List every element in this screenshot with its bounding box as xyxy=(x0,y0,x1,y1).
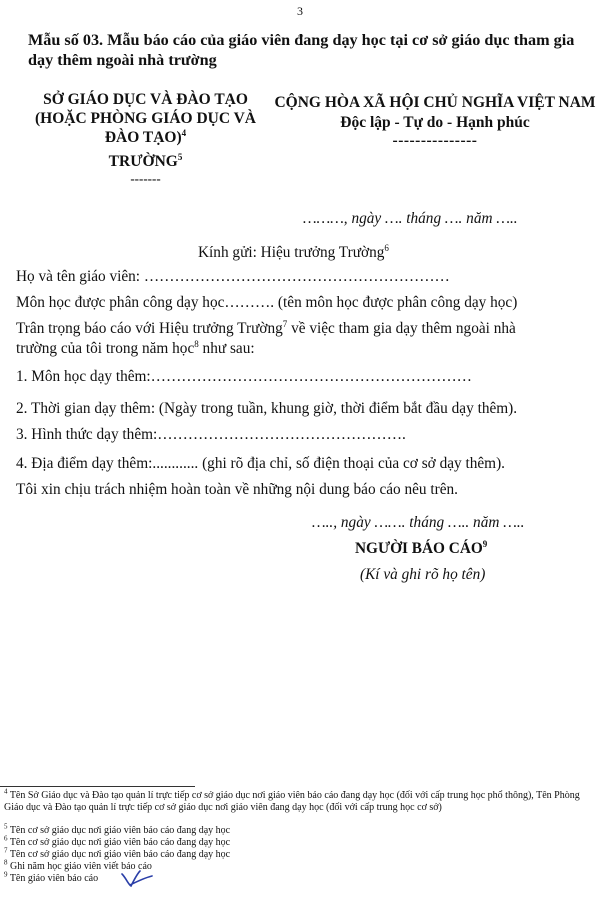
footnote-ref-9: 9 xyxy=(482,538,488,549)
report-intro-line-1: Trân trọng báo cáo với Hiệu trưởng Trường$^7$ về việc tham gia dạy thêm ngoài nhà xyxy=(16,318,516,337)
signer-title: NGƯỜI BÁO CÁO$^9$ xyxy=(355,538,488,557)
item-1-extra-subject[interactable]: 1. Môn học dạy thêm:……………………………………………………… xyxy=(16,368,472,385)
signature-date-line: ….., ngày ……. tháng ….. năm ….. xyxy=(312,514,525,531)
form-title: Mẫu số 03. Mẫu báo cáo của giáo viên đang dạy học tại cơ sở giáo dục tham gia dạy thêm ngoài nhà trường xyxy=(28,31,575,69)
addressee: Kính gửi: Hiệu trưởng Trường$^6$ xyxy=(198,242,389,261)
footnote-7: $^7$ Tên cơ sở giáo dục nơi giáo viên báo cáo đang dạy học xyxy=(4,846,231,860)
footnote-ref-5: 5 xyxy=(177,151,183,162)
motto-divider: --------------- xyxy=(392,132,478,149)
country-name: CỘNG HÒA XÃ HỘI CHỦ NGHĨA VIỆT NAM xyxy=(274,94,596,111)
place-date-line: ………, ngày …. tháng …. năm ….. xyxy=(303,210,518,227)
footnote-ref-4: 4 xyxy=(181,127,187,138)
school-divider: ------- xyxy=(130,171,161,186)
assigned-subject-field[interactable]: Môn học được phân công dạy học………. (tên môn học được phân công dạy học) xyxy=(16,294,518,311)
authority-line-3: ĐÀO TẠO)$^4$ xyxy=(104,127,187,146)
footnote-6: $^6$ Tên cơ sở giáo dục nơi giáo viên báo cáo đang dạy học xyxy=(4,834,231,848)
commitment-statement: Tôi xin chịu trách nhiệm hoàn toàn về những nội dung báo cáo nêu trên. xyxy=(16,481,459,498)
national-motto: Độc lập - Tự do - Hạnh phúc xyxy=(340,114,530,131)
footnote-divider xyxy=(0,786,195,787)
footnote-8: $^8$ Ghi năm học giáo viên viết báo cáo xyxy=(4,858,152,872)
item-3-teaching-form[interactable]: 3. Hình thức dạy thêm:…………………………………………. xyxy=(16,426,406,443)
footnote-ref-8: 8 xyxy=(194,338,199,349)
issuing-authority-header xyxy=(18,90,273,147)
footnote-ref-7: 7 xyxy=(282,318,288,329)
footnote-ref-6: 6 xyxy=(384,242,389,253)
page-number: 3 xyxy=(297,4,303,18)
report-intro-line-2: trường của tôi trong năm học$^8$ như sau: xyxy=(16,338,255,357)
item-4-teaching-location[interactable]: 4. Địa điểm dạy thêm:............ (ghi rõ địa chỉ, số điện thoại của cơ sở dạy thêm). xyxy=(16,455,505,472)
item-2-teaching-time[interactable]: 2. Thời gian dạy thêm: (Ngày trong tuần, khung giờ, thời điểm bắt đầu dạy thêm). xyxy=(16,400,518,417)
national-header xyxy=(270,93,600,149)
handwritten-initial-mark xyxy=(118,868,158,890)
school-name: TRƯỜNG$^5$ xyxy=(108,151,183,170)
authority-line-1: SỞ GIÁO DỤC VÀ ĐÀO TẠO xyxy=(43,91,248,108)
footnote-9: $^9$ Tên giáo viên báo cáo xyxy=(4,870,99,884)
authority-line-2: (HOẶC PHÒNG GIÁO DỤC VÀ xyxy=(34,110,257,127)
signature-instruction: (Kí và ghi rõ họ tên) xyxy=(360,566,486,583)
footnote-5: $^5$ Tên cơ sở giáo dục nơi giáo viên báo cáo đang dạy học xyxy=(4,822,231,836)
footnote-4: $^4$ Tên Sở Giáo dục và Đào tạo quản lí trực tiếp cơ sở giáo dục nơi giáo viên báo cáo đang dạy học (đối với cấp trung học phổ thông), Tên Phòng Giáo dục và Đào tạo quản lí trực tiếp cơ sở giáo dục nơi giáo viên đang dạy học (đối với cấp trung học cơ sở) xyxy=(4,787,580,813)
teacher-name-field[interactable]: Họ và tên giáo viên: …………………………………………………… xyxy=(16,268,450,285)
